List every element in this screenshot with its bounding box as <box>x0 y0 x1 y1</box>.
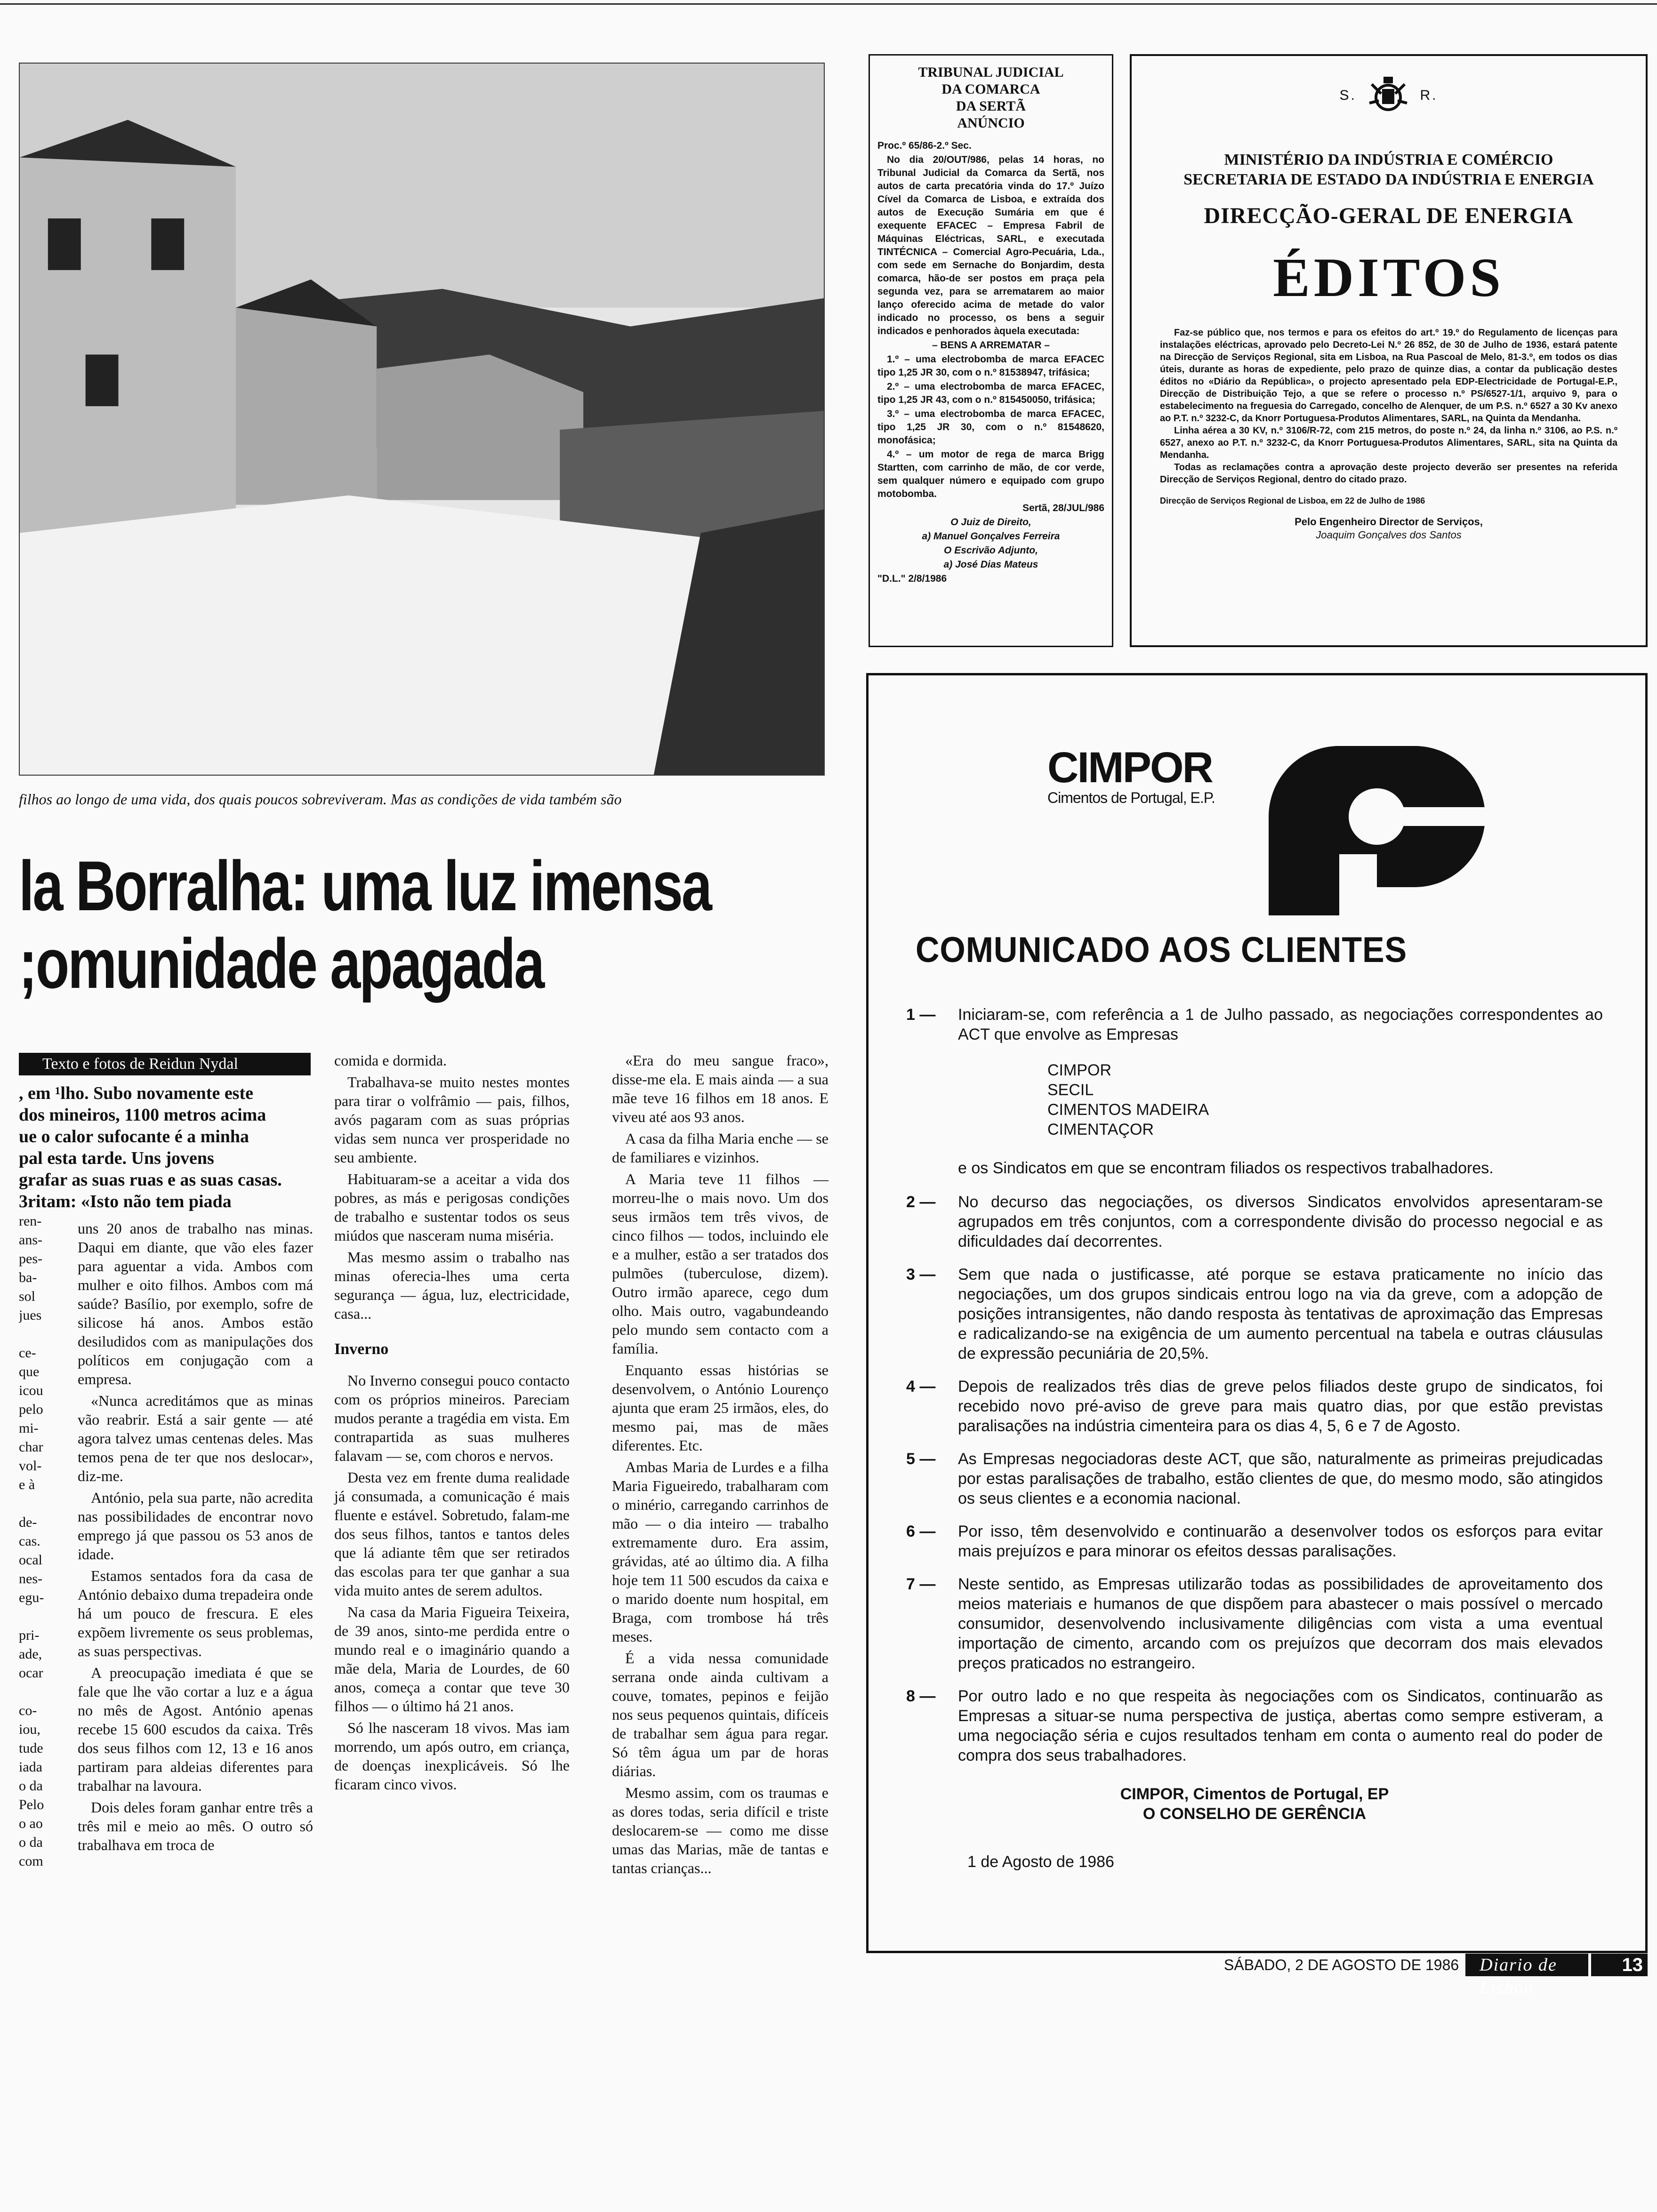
cut-fragment: icou <box>19 1383 43 1398</box>
cut-fragment: cas. <box>19 1533 40 1549</box>
comunicado-item <box>906 1005 1603 1044</box>
byline: Texto e fotos de Reidun Nydal <box>19 1053 311 1075</box>
lead-line: dos mineiros, 1100 metros acima <box>19 1105 266 1125</box>
lead-line: , em ¹lho. Subo novamente este <box>19 1083 253 1103</box>
body-paragraph: Faz-se público que, nos termos e para os efeitos do art.º 19.º do Regulamento de licenças para instalações eléctricas, aprovado pelo Decreto-Lei N.º 26 852, de 30 de Julho de 1936, estará patente na Direcção de Serviços Regional, sita em Lisboa, na Rua Pascoal de Melo, 81-3.º, em todos os dias úteis, durante as horas de expediente, pelo prazo de quinze dias, a contar da publicação destes éditos no «Diário da República», o projecto apresentado pela EDP-Electricidade de Portugal-E.P., Direcção de Distribuição Tejo, a que se refere o processo n.º PS/6527-1/1, arquivo 9, para o estabelecimento na freguesia do Carregado, concelho de Alenquer, de um P.S. n.º 6527 a 30 Kv anexo ao P.T. n.º 3232-C, da Knorr Portuguesa-Produtos Alimentares, SARL, na Quinta da Mendanha. <box>1160 328 1617 424</box>
signature-line: O Juiz de Direito, <box>950 517 1031 528</box>
cut-fragment: pes- <box>19 1251 42 1266</box>
comunicado-item <box>906 1522 1603 1561</box>
cimpor-signature <box>906 1784 1603 1824</box>
notice-date: Sertã, 28/JUL/986 <box>1022 503 1104 513</box>
cut-fragment: ren- <box>19 1213 42 1229</box>
item-number: 7 — <box>906 1575 936 1593</box>
cut-fragment: iada <box>19 1759 42 1775</box>
notice-item: 3.º – uma electrobomba de marca EFACEC, tipo 1,25 JR 30, com o n.º 81548620, monofásica; <box>877 409 1104 446</box>
paragraph: Só lhe nasceram 18 vivos. Mas iam morrendo, um após outro, em criança, de doenças inexplicáveis. Só lhe ficaram cinco vivos. <box>334 1719 570 1793</box>
cut-fragment <box>19 1607 51 1626</box>
signature-line: CIMPOR, Cimentos de Portugal, EP <box>1120 1785 1389 1803</box>
editos-signature <box>1160 515 1617 542</box>
paragraph: Na casa da Maria Figueira Teixeira, de 39 anos, sinto-me perdida entre o mundo real e o imaginário quando a mãe dela, Maria de Lourdes, de 60 anos, começa a contar que teve 30 filhos — o último há 21 anos. <box>334 1603 570 1715</box>
signature-line: O CONSELHO DE GERÊNCIA <box>1142 1805 1367 1823</box>
cut-fragment: o da <box>19 1835 43 1850</box>
article-photo <box>19 63 825 776</box>
paragraph: comida e dormida. <box>334 1052 447 1069</box>
paragraph: Dois deles foram ganhar entre três a três mil e meio ao mês. O outro só trabalhava em troca de <box>78 1799 313 1853</box>
paragraph: António, pela sua parte, não acredita nas possibilidades de encontrar novo emprego já que passou os 53 anos de idade. <box>78 1489 313 1563</box>
cut-fragment: com <box>19 1853 43 1869</box>
title-line: DA COMARCA <box>941 81 1040 97</box>
signature-name: Joaquim Gonçalves dos Santos <box>1316 529 1462 541</box>
coat-of-arms-icon <box>1362 75 1414 117</box>
top-rule <box>0 0 1657 5</box>
lead-line: ue o calor sufocante é a minha <box>19 1127 249 1146</box>
ministry-line: MINISTÉRIO DA INDÚSTRIA E COMÉRCIO <box>1224 151 1553 168</box>
paragraph: Desta vez em frente duma realidade já consumada, a comunicação é mais fluente e estável. Sobretudo, falam-me dos seus filhos, tantos e tantos deles que lá adiante têm que ser retirados das escolas para ter que ganhar a sua vida muito antes de serem adultos. <box>334 1469 570 1599</box>
cut-fragment: char <box>19 1439 43 1455</box>
cut-fragment: o ao <box>19 1816 43 1831</box>
photo-caption: filhos ao longo de uma vida, dos quais poucos sobreviveram. Mas as condições de vida também são <box>19 791 622 808</box>
comunicado-item <box>906 1686 1603 1765</box>
cut-fragment <box>19 1494 51 1513</box>
notice-item: 1.º – uma electrobomba de marca EFACEC tipo 1,25 JR 30, com o n.º 81538947, trifásica; <box>877 354 1104 378</box>
page-number: 13 <box>1591 1954 1648 1976</box>
process-number: Proc.º 65/86-2.º Sec. <box>877 140 972 151</box>
article-lead <box>19 1082 311 1212</box>
headline-line-2: ;omunidade apagada <box>19 924 544 1003</box>
title-line: DA SERTÃ <box>956 98 1026 114</box>
cut-fragment: pri- <box>19 1627 40 1643</box>
paragraph: Ambas Maria de Lurdes e a filha Maria Figueiredo, trabalharam com o minério, carregando carrinhos de mão — o dia inteiro — trabalho extremamente duro. Era assim, grávidas, até ao último dia. A filha hoje tem 11 500 escudos da caixa e o marido doente num hospital, em Braga, com trombose há três meses. <box>612 1459 828 1645</box>
item-number: 6 — <box>906 1523 936 1540</box>
item-text: Neste sentido, as Empresas utilizarão todas as possibilidades de aproveitamento dos meios materiais e humanos de que dispõem para abastecer o mais possível o mercado consumidor, desenvolvendo inclusivamente diligências com vista a uma eventual importação de cimento, arcando com os prejuízos que decorram dos mais elevados preços praticados no estrangeiro. <box>958 1575 1603 1672</box>
paragraph: Estamos sentados fora da casa de António debaixo duma trepadeira onde há um pouco de frescura. E eles expõem livremente os seus problemas, as suas perspectivas. <box>78 1567 313 1659</box>
lead-line: 3ritam: «Isto não tem piada <box>19 1192 232 1211</box>
cut-fragment: mi- <box>19 1420 39 1436</box>
paragraph: Mas mesmo assim o trabalho nas minas oferecia-lhes uma certa segurança — água, luz, electricidade, casa... <box>334 1249 570 1322</box>
cut-fragment: e à <box>19 1477 35 1492</box>
item-number: 4 — <box>906 1378 936 1395</box>
cut-fragment: ba- <box>19 1270 37 1285</box>
notice-heading: – BENS A ARREMATAR – <box>932 340 1050 351</box>
cut-fragment: ce- <box>19 1345 36 1361</box>
notice-item: 2.º – uma electrobomba de marca EFACEC, tipo 1,25 JR 43, com o n.º 815450050, trifásica; <box>877 381 1104 405</box>
cut-fragment: ocal <box>19 1552 42 1568</box>
truncated-column <box>19 1212 51 1871</box>
item-text: No decurso das negociações, os diversos Sindicatos envolvidos apresentaram-se agrupados em três conjuntos, com a correspondente divisão do processo negocial e as dificuldades daí decorrentes. <box>958 1193 1603 1250</box>
item-text: Sem que nada o justificasse, até porque se estava praticamente no início das negociações, um dos grupos sindicais entrou logo na via da greve, com a adopção de posições intransigentes, não dando resposta às tentativas de aproximação das Empresas e radicalizando-se na exigência de um aumento percentual na tabela e outras cláusulas de expressão pecuniária de 20,5%. <box>958 1266 1603 1362</box>
company: CIMENTOS MADEIRA <box>1047 1101 1209 1119</box>
tribunal-notice <box>869 54 1113 647</box>
cut-fragment: vol- <box>19 1458 42 1474</box>
cut-fragment: co- <box>19 1703 37 1718</box>
cimpor-brand <box>1047 746 1215 807</box>
ministry-line: SECRETARIA DE ESTADO DA INDÚSTRIA E ENERGIA <box>1183 171 1594 188</box>
cut-fragment: pelo <box>19 1402 43 1417</box>
cut-fragment: Pelo <box>19 1797 44 1812</box>
cut-fragment <box>19 1325 51 1344</box>
comunicado-items <box>906 1005 1603 1872</box>
comunicado-title: COMUNICADO AOS CLIENTES <box>916 930 1408 970</box>
cut-fragment: egu- <box>19 1590 44 1605</box>
footer-date: SÁBADO, 2 DE AGOSTO DE 1986 <box>1224 1956 1459 1973</box>
title-line: ANÚNCIO <box>957 115 1025 131</box>
item-text: e os Sindicatos em que se encontram filiados os respectivos trabalhadores. <box>958 1159 1494 1177</box>
publication-ref: "D.L." 2/8/1986 <box>877 573 947 584</box>
signature-line: O Escrivão Adjunto, <box>944 545 1038 556</box>
item-number: 1 — <box>906 1006 936 1024</box>
ministry <box>1160 150 1617 190</box>
notice-body: No dia 20/OUT/986, pelas 14 horas, no Tribunal Judicial da Comarca da Sertã, nos autos de carta precatória vinda do 17.º Juízo Cível da Comarca de Lisboa, e extraída dos autos de Execução Sumária em que é exequente EFACEC – Empresa Fabril de Máquinas Eléctricas, SARL, e executada TINTÉCNICA – Comercial Agro-Pecuária, Lda., com sede em Sernache do Bonjardim, desta comarca, hão-de ser postos em praça pela segunda vez, para se arrematarem ao maior lanço oferecido acima de metade do valor indicado no processo, os bens a seguir indicados e penhorados àquela executada: <box>877 154 1104 337</box>
item-number: 3 — <box>906 1266 936 1283</box>
lead-line: pal esta tarde. Uns jovens <box>19 1148 214 1168</box>
paragraph: A Maria teve 11 filhos — morreu-lhe o mais novo. Um dos seus irmãos tem três vivos, de cinco filhos — todos, incluindo ele e a mulher, estão a ser tratados dos pulmões (tuberculose, dizem). Outro irmão aparece, cego dum olho. Mais outro, vagabundeando pelo mundo sem contacto com a família. <box>612 1170 828 1357</box>
coat-of-arms <box>1160 75 1617 117</box>
cut-fragment: de- <box>19 1515 37 1530</box>
article-column-3 <box>612 1051 828 1880</box>
cut-fragment: iou, <box>19 1722 40 1737</box>
company: CIMPOR <box>1047 1061 1111 1079</box>
item-text: As Empresas negociadoras deste ACT, que são, naturalmente as primeiras prejudicadas por estas paralisações de trabalho, estão clientes de que, do mesmo modo, são atingidos os seus clientes e a economia nacional. <box>958 1450 1603 1507</box>
cut-fragment: sol <box>19 1289 36 1304</box>
item-number: 8 — <box>906 1687 936 1705</box>
masthead: Diario de Lisboa <box>1465 1954 1588 1976</box>
energia-notice <box>1130 54 1648 647</box>
article-headline <box>19 846 711 1003</box>
cut-fragment: tude <box>19 1740 43 1756</box>
paragraph: A casa da filha Maria enche — se de familiares e vizinhos. <box>612 1130 828 1166</box>
cimpor-date: 1 de Agosto de 1986 <box>967 1853 1114 1871</box>
title-line: TRIBUNAL JUDICIAL <box>918 64 1064 80</box>
editos-body <box>1160 327 1617 486</box>
cut-fragment: ans- <box>19 1232 42 1248</box>
headline-line-1: la Borralha: uma luz imensa <box>19 846 711 925</box>
comunicado-item <box>906 1192 1603 1251</box>
comunicado-item <box>906 1449 1603 1508</box>
comunicado-item <box>906 1574 1603 1673</box>
notice-title <box>877 64 1104 132</box>
article-column-2 <box>334 1051 570 1796</box>
cut-fragment: ade, <box>19 1646 42 1662</box>
body-paragraph: Todas as reclamações contra a aprovação deste projecto deverão ser presentes na referida Direcção de Serviços Regional, dentro do citado prazo. <box>1160 462 1617 485</box>
paragraph: Mesmo assim, com os traumas e as dores todas, seria difícil e triste deslocarem-se — como me disse umas das Marias, mãe de tantas e tantas crianças... <box>612 1784 828 1876</box>
cut-fragment: que <box>19 1364 40 1379</box>
article-column-1 <box>78 1219 313 1857</box>
lead-line: grafar as suas ruas e as suas casas. <box>19 1170 282 1190</box>
item-text: Por isso, têm desenvolvido e continuarão a desenvolver todos os esforços para evitar mais prejuízos e para minorar os efeitos dessas paralisações. <box>958 1523 1603 1560</box>
cut-fragment: ocar <box>19 1665 43 1681</box>
cimpor-ad <box>866 673 1648 1953</box>
crest-right: R. <box>1420 87 1438 103</box>
signature-line: a) Manuel Gonçalves Ferreira <box>922 531 1060 542</box>
company: CIMENTAÇOR <box>1047 1121 1154 1138</box>
company-list <box>1047 1060 1603 1139</box>
crest-left: S. <box>1339 87 1357 103</box>
directorate: DIRECÇÃO-GERAL DE ENERGIA <box>1204 203 1574 228</box>
cut-fragment: nes- <box>19 1571 42 1587</box>
comunicado-item <box>906 1265 1603 1363</box>
item-number: 5 — <box>906 1450 936 1468</box>
cut-fragment: o da <box>19 1778 43 1794</box>
page-footer <box>1224 1953 1648 1997</box>
company: SECIL <box>1047 1081 1094 1099</box>
paragraph: No Inverno consegui pouco contacto com os próprios mineiros. Pareciam mudos perante a tragédia em vista. Em contrapartida as suas mulheres falavam — se, com choros e nervos. <box>334 1372 570 1464</box>
cimpor-logo-icon <box>1259 737 1495 925</box>
item-number: 2 — <box>906 1193 936 1211</box>
body-paragraph: Linha aérea a 30 KV, n.º 3106/R-72, com 215 metros, do poste n.º 24, da linha n.º 3106, ao P.S. n.º 6527, anexo ao P.T. n.º 3232-C, da Knorr Portuguesa-Produtos Alimentares, SARL, sita na Quinta da Mendanha. <box>1160 425 1617 460</box>
brand-name: CIMPOR <box>1047 744 1212 792</box>
paragraph: Enquanto essas histórias se desenvolvem, o António Lourenço ajunta que eram 25 irmãos, eles, do mesmo pai, mas de mães diferentes. Etc. <box>612 1362 828 1454</box>
item-text: Por outro lado e no que respeita às negociações com os Sindicatos, continuarão as Empresas a situar-se numa perspectiva de justiça, abertas como sempre estiveram, a uma negociação séria e cujos resultados tenham em conta o aumento real do poder de compra dos seus trabalhadores. <box>958 1687 1603 1764</box>
comunicado-item <box>906 1377 1603 1436</box>
paragraph: «Nunca acreditámos que as minas vão reabrir. Está a sair gente — até agora talvez umas centenas deles. Mas temos pena de ter que nos deslocar», diz-me. <box>78 1392 313 1484</box>
editos-place: Direcção de Serviços Regional de Lisboa, em 22 de Julho de 1986 <box>1160 496 1425 505</box>
paragraph: A preocupação imediata é que se fale que lhe vão cortar a luz e a água no mês de Agost. António apenas recebe 15 600 escudos da caixa. Três dos seus filhos com 12, 13 e 16 anos partiram para aldeias diferentes para trabalhar na lavoura. <box>78 1664 313 1794</box>
item-text: Iniciaram-se, com referência a 1 de Julho passado, as negociações correspondentes ao ACT que envolve as Empresas <box>958 1006 1603 1043</box>
signature-line: a) José Dias Mateus <box>943 559 1038 570</box>
paragraph: Trabalhava-se muito nestes montes para tirar o volfrâmio — pais, filhos, avós pagaram com as suas próprias vidas sem nunca ver prosperidade no seu ambiente. <box>334 1074 570 1166</box>
paragraph: «Era do meu sangue fraco», disse-me ela. E mais ainda — a sua mãe teve 16 filhos em 18 anos. E viveu até aos 93 anos. <box>612 1052 828 1125</box>
paragraph: uns 20 anos de trabalho nas minas. Daqui em diante, que vão eles fazer para aguentar a vida. Ambos com mulher e oito filhos. Ambos com má saúde? Basílio, por exemplo, sofre de silicose há anos. Ambos estão desiludidos com as manipulações dos políticos em conjugação com a empresa. <box>78 1220 313 1387</box>
cut-fragment <box>19 1683 51 1701</box>
paragraph: É a vida nessa comunidade serrana onde ainda cultivam a couve, tomates, pepinos e feijão nos seus pequenos quintais, difíceis de trabalhar sem água para regar. Só têm água um par de horas diárias. <box>612 1650 828 1779</box>
notice-item: 4.º – um motor de rega de marca Brigg Startten, com carrinho de mão, de cor verde, sem qualquer número e equipado com grupo motobomba. <box>877 449 1104 499</box>
subheading: Inverno <box>334 1340 389 1358</box>
editos-title: ÉDITOS <box>1273 247 1504 308</box>
signature-line: Pelo Engenheiro Director de Serviços, <box>1295 516 1483 528</box>
paragraph: Habituaram-se a aceitar a vida dos pobres, as más e perigosas condições de trabalho e sustentar todos os seus miúdos que nasceram numa miséria. <box>334 1170 570 1244</box>
brand-subtitle: Cimentos de Portugal, E.P. <box>1047 789 1215 806</box>
item-text: Depois de realizados três dias de greve pelos filiados deste grupo de sindicatos, foi recebido novo pré-aviso de greve para mais quatro dias, por que estão previstas paralisações na indústria cimenteira para os dias 4, 5, 6 e 7 de Agosto. <box>958 1378 1603 1435</box>
cut-fragment: jues <box>19 1307 42 1323</box>
